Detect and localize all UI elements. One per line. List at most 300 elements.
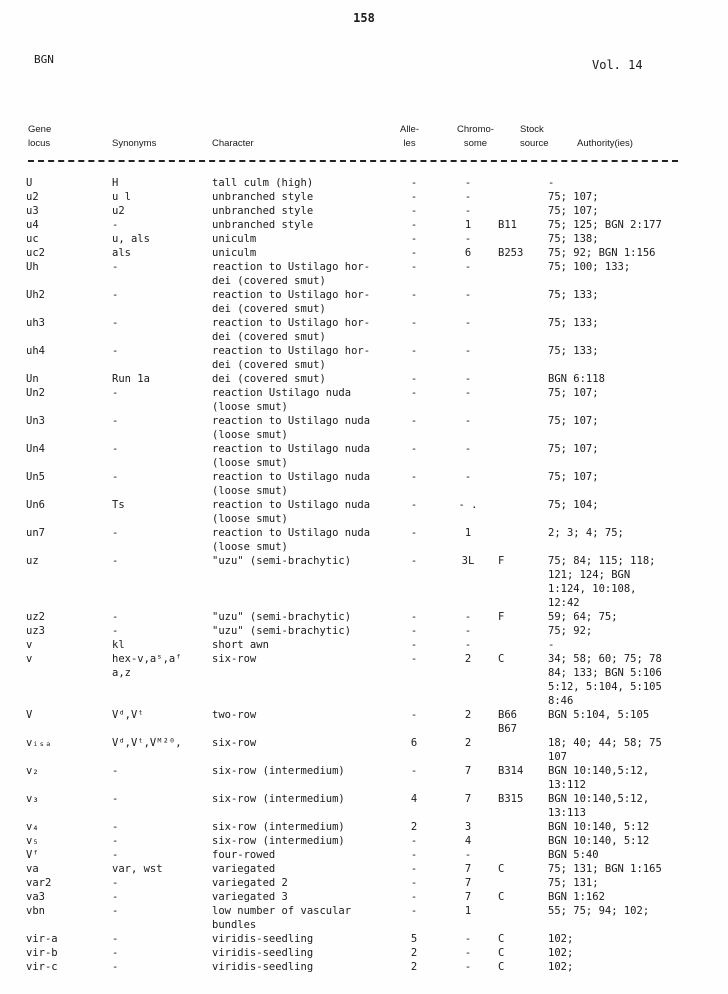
synonyms-cell: u, als xyxy=(112,233,150,245)
chromosome-cell: - xyxy=(464,625,472,637)
chromosome-cell: - xyxy=(464,611,472,623)
table-row xyxy=(26,764,698,792)
table-row xyxy=(26,708,698,736)
table-row xyxy=(26,372,698,386)
character-cell: "uzu" (semi-brachytic) xyxy=(212,625,352,637)
table-row xyxy=(26,246,698,260)
gene-locus-cell: v₄ xyxy=(26,821,39,833)
synonyms-cell: - xyxy=(112,891,119,903)
authorities-cell: 34; 58; 60; 75; 78 84; 133; BGN 5:106 5:12, 5:104, 5:105 8:46 xyxy=(548,653,662,707)
chromosome-cell: - xyxy=(464,849,472,861)
header-gene-locus: Gene locus xyxy=(28,124,52,149)
header-authorities: Authority(ies) xyxy=(577,138,633,149)
character-cell: low number of vascular bundles xyxy=(212,905,352,931)
synonyms-cell: Ts xyxy=(112,499,125,511)
stock-source-cell: C xyxy=(498,961,505,973)
synonyms-cell: - xyxy=(112,289,119,301)
synonyms-cell: H xyxy=(112,177,119,189)
gene-locus-cell: uc2 xyxy=(26,247,45,259)
character-cell: six-row xyxy=(212,737,257,749)
gene-locus-cell: Uh xyxy=(26,261,39,273)
chromosome-cell: - xyxy=(464,317,472,329)
stock-source-cell xyxy=(498,498,548,526)
synonyms-cell: - xyxy=(112,261,119,273)
stock-source-cell xyxy=(498,190,548,204)
alleles-cell: - xyxy=(410,709,418,721)
alleles-cell: - xyxy=(410,765,418,777)
synonyms-cell: Vᵈ,Vᵗ xyxy=(112,709,144,721)
authorities-cell: BGN 10:140, 5:12 xyxy=(548,835,650,847)
chromosome-cell: 1 xyxy=(464,219,472,231)
synonyms-cell: Run 1a xyxy=(112,373,150,385)
gene-locus-cell: u4 xyxy=(26,219,39,231)
authorities-cell: BGN 10:140,5:12, 13:112 xyxy=(548,765,650,791)
gene-locus-cell: v xyxy=(26,639,33,651)
stock-source-cell xyxy=(498,176,548,190)
authorities-cell: BGN 1:162 xyxy=(548,891,605,903)
chromosome-cell: 7 xyxy=(464,891,472,903)
alleles-cell: - xyxy=(410,527,418,539)
gene-locus-cell: Uh2 xyxy=(26,289,45,301)
synonyms-cell: - xyxy=(112,961,119,973)
synonyms-cell: als xyxy=(112,247,131,259)
character-cell: short awn xyxy=(212,639,269,651)
alleles-cell: 6 xyxy=(410,737,418,749)
chromosome-cell: 6 xyxy=(464,247,472,259)
character-cell: six-row (intermedium) xyxy=(212,793,345,805)
character-cell: reaction to Ustilago nuda (loose smut) xyxy=(212,443,371,469)
gene-locus-cell: uc xyxy=(26,233,39,245)
alleles-cell: 4 xyxy=(410,793,418,805)
stock-source-cell xyxy=(498,232,548,246)
stock-source-cell xyxy=(498,624,548,638)
character-cell: six-row (intermedium) xyxy=(212,765,345,777)
table-row xyxy=(26,848,698,862)
synonyms-cell: - xyxy=(112,877,119,889)
stock-source-cell: C xyxy=(498,863,505,875)
authorities-cell: 75; 107; xyxy=(548,415,599,427)
table-row xyxy=(26,820,698,834)
table-row xyxy=(26,554,698,610)
gene-locus-cell: var2 xyxy=(26,877,52,889)
stock-source-cell xyxy=(498,344,548,372)
character-cell: "uzu" (semi-brachytic) xyxy=(212,555,352,567)
chromosome-cell: - xyxy=(464,471,472,483)
alleles-cell: - xyxy=(410,261,418,273)
gene-locus-cell: V xyxy=(26,709,33,721)
authorities-cell: 75; 133; xyxy=(548,317,599,329)
alleles-cell: - xyxy=(410,345,418,357)
character-cell: uniculm xyxy=(212,247,257,259)
authorities-cell: 75; 133; xyxy=(548,289,599,301)
character-cell: uniculm xyxy=(212,233,257,245)
gene-table xyxy=(26,176,698,974)
chromosome-cell: 7 xyxy=(464,863,472,875)
chromosome-cell: - xyxy=(464,387,472,399)
table-row xyxy=(26,946,698,960)
table-row xyxy=(26,176,698,190)
stock-source-cell xyxy=(498,204,548,218)
gene-locus-cell: Un xyxy=(26,373,39,385)
chromosome-cell: - xyxy=(464,443,472,455)
character-cell: tall culm (high) xyxy=(212,177,314,189)
chromosome-cell: - xyxy=(464,373,472,385)
gene-locus-cell: uz xyxy=(26,555,39,567)
authorities-cell: 75; 131; BGN 1:165 xyxy=(548,863,662,875)
alleles-cell: - xyxy=(410,639,418,651)
table-row xyxy=(26,792,698,820)
gene-locus-cell: Un6 xyxy=(26,499,45,511)
table-row xyxy=(26,204,698,218)
alleles-cell: - xyxy=(410,177,418,189)
synonyms-cell: - xyxy=(112,821,119,833)
gene-locus-cell: va3 xyxy=(26,891,45,903)
authorities-cell: 102; xyxy=(548,961,574,973)
stock-source-cell xyxy=(498,848,548,862)
volume-label: Vol. 14 xyxy=(592,58,643,72)
stock-source-cell: F xyxy=(498,611,505,623)
authorities-cell: BGN 10:140,5:12, 13:113 xyxy=(548,793,650,819)
stock-source-cell xyxy=(498,372,548,386)
gene-locus-cell: vᵢₛₐ xyxy=(26,737,52,749)
chromosome-cell: - xyxy=(464,205,472,217)
gene-locus-cell: va xyxy=(26,863,39,875)
gene-locus-cell: v xyxy=(26,653,33,665)
authorities-cell: - xyxy=(548,177,555,189)
chromosome-cell: 2 xyxy=(464,653,472,665)
authorities-cell: BGN 5:104, 5:105 xyxy=(548,709,650,721)
gene-locus-cell: U xyxy=(26,177,33,189)
authorities-cell: 75; 104; xyxy=(548,499,599,511)
stock-source-cell: B66 B67 xyxy=(498,709,517,735)
table-row xyxy=(26,470,698,498)
stock-source-cell xyxy=(498,288,548,316)
stock-source-cell: C xyxy=(498,947,505,959)
page-number: 158 xyxy=(353,11,375,25)
alleles-cell: - xyxy=(410,191,418,203)
alleles-cell: - xyxy=(410,373,418,385)
gene-locus-cell: uz3 xyxy=(26,625,45,637)
authorities-cell: BGN 10:140, 5:12 xyxy=(548,821,650,833)
stock-source-cell xyxy=(498,834,548,848)
table-row xyxy=(26,890,698,904)
chromosome-cell: - xyxy=(464,961,472,973)
gene-locus-cell: Un3 xyxy=(26,415,45,427)
synonyms-cell: - xyxy=(112,443,119,455)
character-cell: reaction Ustilago nuda (loose smut) xyxy=(212,387,352,413)
table-row xyxy=(26,260,698,288)
character-cell: reaction to Ustilago hor- dei (covered smut) xyxy=(212,317,371,343)
character-cell: variegated 3 xyxy=(212,891,288,903)
table-row xyxy=(26,960,698,974)
synonyms-cell: - xyxy=(112,527,119,539)
chromosome-cell: - xyxy=(464,415,472,427)
synonyms-cell: - xyxy=(112,835,119,847)
gene-locus-cell: u2 xyxy=(26,191,39,203)
chromosome-cell: 4 xyxy=(464,835,472,847)
stock-source-cell xyxy=(498,736,548,764)
gene-locus-cell: uz2 xyxy=(26,611,45,623)
authorities-cell: - xyxy=(548,639,555,651)
synonyms-cell: - xyxy=(112,345,119,357)
alleles-cell: - xyxy=(410,891,418,903)
authorities-cell: BGN 5:40 xyxy=(548,849,599,861)
chromosome-cell: - xyxy=(464,233,472,245)
authorities-cell: 102; xyxy=(548,933,574,945)
authorities-cell: 55; 75; 94; 102; xyxy=(548,905,650,917)
gene-locus-cell: Un4 xyxy=(26,443,45,455)
chromosome-cell: - xyxy=(464,947,472,959)
character-cell: viridis-seedling xyxy=(212,947,314,959)
chromosome-cell: 7 xyxy=(464,793,472,805)
authorities-cell: 102; xyxy=(548,947,574,959)
authorities-cell: 75; 138; xyxy=(548,233,599,245)
stock-source-cell xyxy=(498,260,548,288)
table-row xyxy=(26,344,698,372)
gene-locus-cell: Un2 xyxy=(26,387,45,399)
chromosome-cell: - xyxy=(464,191,472,203)
alleles-cell: - xyxy=(410,471,418,483)
gene-locus-cell: uh3 xyxy=(26,317,45,329)
character-cell: six-row (intermedium) xyxy=(212,835,345,847)
gene-locus-cell: v₃ xyxy=(26,793,39,805)
alleles-cell: - xyxy=(410,387,418,399)
synonyms-cell: hex-v,aˢ,aᶠ a,z xyxy=(112,653,182,679)
chromosome-cell: 2 xyxy=(464,709,472,721)
chromosome-cell: 3 xyxy=(464,821,472,833)
alleles-cell: - xyxy=(410,849,418,861)
stock-source-cell xyxy=(498,414,548,442)
table-row xyxy=(26,904,698,932)
header-alleles: Alle- les xyxy=(400,124,420,149)
gene-locus-cell: Vᶠ xyxy=(26,849,39,861)
stock-source-cell xyxy=(498,876,548,890)
chromosome-cell: 3L xyxy=(461,555,475,567)
table-row xyxy=(26,442,698,470)
gene-locus-cell: vir-b xyxy=(26,947,58,959)
alleles-cell: - xyxy=(410,877,418,889)
chromosome-cell: 2 xyxy=(464,737,472,749)
character-cell: six-row xyxy=(212,653,257,665)
stock-source-cell xyxy=(498,442,548,470)
table-row xyxy=(26,386,698,414)
alleles-cell: - xyxy=(410,219,418,231)
character-cell: reaction to Ustilago nuda (loose smut) xyxy=(212,471,371,497)
authorities-cell: 18; 40; 44; 58; 75 107 xyxy=(548,737,662,763)
synonyms-cell: - xyxy=(112,947,119,959)
alleles-cell: - xyxy=(410,835,418,847)
authorities-cell: 75; 84; 115; 118; 121; 124; BGN 1:124, 10:108, 12:42 xyxy=(548,555,656,609)
alleles-cell: 2 xyxy=(410,947,418,959)
character-cell: unbranched style xyxy=(212,205,314,217)
gene-locus-cell: vir-c xyxy=(26,961,58,973)
character-cell: reaction to Ustilago hor- dei (covered smut) xyxy=(212,261,371,287)
synonyms-cell: - xyxy=(112,219,119,231)
character-cell: reaction to Ustilago hor- dei (covered smut) xyxy=(212,345,371,371)
stock-source-cell xyxy=(498,904,548,932)
chromosome-cell: - xyxy=(464,639,472,651)
authorities-cell: 75; 100; 133; xyxy=(548,261,631,273)
header-stock-source: Stock source xyxy=(520,124,549,149)
character-cell: four-rowed xyxy=(212,849,276,861)
table-row xyxy=(26,414,698,442)
authorities-cell: 75; 107; xyxy=(548,443,599,455)
table-row xyxy=(26,218,698,232)
synonyms-cell: var, wst xyxy=(112,863,163,875)
alleles-cell: - xyxy=(410,205,418,217)
authorities-cell: 75; 92; xyxy=(548,625,593,637)
authorities-cell: BGN 6:118 xyxy=(548,373,605,385)
character-cell: reaction to Ustilago nuda (loose smut) xyxy=(212,499,371,525)
synonyms-cell: - xyxy=(112,849,119,861)
gene-locus-cell: vir-a xyxy=(26,933,58,945)
authorities-cell: 75; 107; xyxy=(548,191,599,203)
table-row xyxy=(26,288,698,316)
synonyms-cell: kl xyxy=(112,639,125,651)
synonyms-cell: - xyxy=(112,415,119,427)
character-cell: reaction to Ustilago hor- dei (covered smut) xyxy=(212,289,371,315)
alleles-cell: 5 xyxy=(410,933,418,945)
stock-source-cell xyxy=(498,470,548,498)
gene-locus-cell: v₂ xyxy=(26,765,39,777)
table-row xyxy=(26,526,698,554)
chromosome-cell: 7 xyxy=(464,765,472,777)
alleles-cell: - xyxy=(410,415,418,427)
stock-source-cell: F xyxy=(498,555,505,567)
synonyms-cell: - xyxy=(112,317,119,329)
character-cell: six-row (intermedium) xyxy=(212,821,345,833)
stock-source-cell: B253 xyxy=(498,247,524,259)
stock-source-cell xyxy=(498,386,548,414)
synonyms-cell: - xyxy=(112,387,119,399)
synonyms-cell: - xyxy=(112,471,119,483)
table-row xyxy=(26,624,698,638)
chromosome-cell: 1 xyxy=(464,905,472,917)
synonyms-cell: - xyxy=(112,933,119,945)
gene-table-body xyxy=(26,176,698,974)
character-cell: variegated xyxy=(212,863,276,875)
character-cell: viridis-seedling xyxy=(212,961,314,973)
table-row xyxy=(26,834,698,848)
character-cell: reaction to Ustilago nuda (loose smut) xyxy=(212,415,371,441)
gene-locus-cell: v₅ xyxy=(26,835,39,847)
chromosome-cell: 7 xyxy=(464,877,472,889)
gene-locus-cell: un7 xyxy=(26,527,45,539)
alleles-cell: - xyxy=(410,499,418,511)
authorities-cell: 75; 107; xyxy=(548,471,599,483)
chromosome-cell: - . xyxy=(458,499,478,511)
chromosome-cell: - xyxy=(464,345,472,357)
header-character: Character xyxy=(212,138,254,149)
alleles-cell: - xyxy=(410,289,418,301)
synonyms-cell: - xyxy=(112,765,119,777)
stock-source-cell: B11 xyxy=(498,219,517,231)
authorities-cell: 75; 133; xyxy=(548,345,599,357)
authorities-cell: 2; 3; 4; 75; xyxy=(548,527,624,539)
alleles-cell: - xyxy=(410,625,418,637)
alleles-cell: - xyxy=(410,905,418,917)
authorities-cell: 75; 125; BGN 2:177 xyxy=(548,219,662,231)
table-row xyxy=(26,932,698,946)
stock-source-cell xyxy=(498,638,548,652)
table-row xyxy=(26,232,698,246)
stock-source-cell: B314 xyxy=(498,765,524,777)
header-rule xyxy=(28,160,678,162)
chromosome-cell: 1 xyxy=(464,527,472,539)
gene-locus-cell: vbn xyxy=(26,905,45,917)
alleles-cell: - xyxy=(410,653,418,665)
stock-source-cell: C xyxy=(498,891,505,903)
gene-locus-cell: Un5 xyxy=(26,471,45,483)
character-cell: unbranched style xyxy=(212,219,314,231)
character-cell: two-row xyxy=(212,709,257,721)
table-row xyxy=(26,862,698,876)
gene-locus-cell: uh4 xyxy=(26,345,45,357)
chromosome-cell: - xyxy=(464,177,472,189)
journal-title: BGN xyxy=(34,53,54,66)
authorities-cell: 75; 92; BGN 1:156 xyxy=(548,247,656,259)
chromosome-cell: - xyxy=(464,261,472,273)
authorities-cell: 75; 131; xyxy=(548,877,599,889)
character-cell: dei (covered smut) xyxy=(212,373,326,385)
gene-locus-cell: u3 xyxy=(26,205,39,217)
table-row xyxy=(26,498,698,526)
table-row xyxy=(26,610,698,624)
synonyms-cell: - xyxy=(112,555,119,567)
stock-source-cell xyxy=(498,526,548,554)
table-row xyxy=(26,190,698,204)
table-row xyxy=(26,316,698,344)
synonyms-cell: - xyxy=(112,611,119,623)
synonyms-cell: u2 xyxy=(112,205,125,217)
stock-source-cell: C xyxy=(498,653,505,665)
alleles-cell: - xyxy=(410,863,418,875)
synonyms-cell: - xyxy=(112,793,119,805)
alleles-cell: - xyxy=(410,317,418,329)
alleles-cell: 2 xyxy=(410,821,418,833)
authorities-cell: 75; 107; xyxy=(548,387,599,399)
character-cell: viridis-seedling xyxy=(212,933,314,945)
stock-source-cell: C xyxy=(498,933,505,945)
alleles-cell: - xyxy=(410,233,418,245)
alleles-cell: - xyxy=(410,247,418,259)
alleles-cell: - xyxy=(410,611,418,623)
synonyms-cell: - xyxy=(112,905,119,917)
authorities-cell: 59; 64; 75; xyxy=(548,611,618,623)
character-cell: variegated 2 xyxy=(212,877,288,889)
stock-source-cell: B315 xyxy=(498,793,524,805)
header-synonyms: Synonyms xyxy=(112,138,157,149)
synonyms-cell: Vᵈ,Vᵗ,Vᴹ²⁰, xyxy=(112,737,182,749)
header-chromosome: Chromo- some xyxy=(457,124,494,149)
table-row xyxy=(26,652,698,708)
chromosome-cell: - xyxy=(464,289,472,301)
table-row xyxy=(26,638,698,652)
authorities-cell: 75; 107; xyxy=(548,205,599,217)
stock-source-cell xyxy=(498,316,548,344)
synonyms-cell: - xyxy=(112,625,119,637)
character-cell: reaction to Ustilago nuda (loose smut) xyxy=(212,527,371,553)
character-cell: unbranched style xyxy=(212,191,314,203)
alleles-cell: - xyxy=(410,555,418,567)
alleles-cell: 2 xyxy=(410,961,418,973)
alleles-cell: - xyxy=(410,443,418,455)
stock-source-cell xyxy=(498,820,548,834)
table-row xyxy=(26,876,698,890)
synonyms-cell: u l xyxy=(112,191,131,203)
character-cell: "uzu" (semi-brachytic) xyxy=(212,611,352,623)
table-row xyxy=(26,736,698,764)
